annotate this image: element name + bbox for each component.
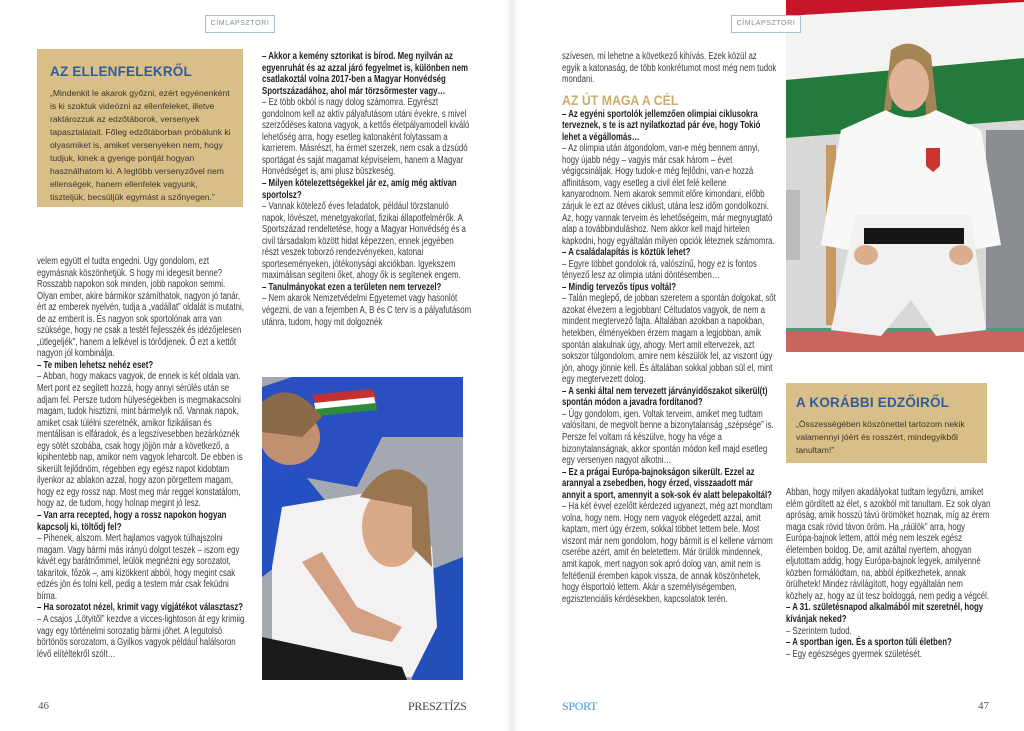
interview-answer: szívesen, mi lehetne a következő kihívás. Ezek közül az egyik a katonaság, de több konkrétumot most még nem tudok mondani. <box>562 51 777 86</box>
interview-answer: – Ha két évvel ezelőtt kérdezed ugyanezt, még azt mondtam volna, hogy nem. Hogy nem vagyok elégedett azzal, amit kaptam, mert úgy érzem, sokkal többet tettem bele. Most viszont már nem gondolom, hogy bármit is el kellene várnom cserébe azért, amit én beletettem. Már örülök mindennek, amit kapok, mert nagyon sok apró dolog van, amit nem is feltétlenül éremben kapok vissza, de annak köszönhetek, hogy élsportoló lettem. Akár a személyiségemben, egzisztenciális kérdésekben, kapcsolatok terén. <box>562 501 773 605</box>
box-quote: „Összességében köszönettel tartozom nekik valamennyi jóért és rosszért, mindegyikből tanultam!” <box>796 419 965 455</box>
interview-answer: – Szerintem tudod. <box>786 625 852 637</box>
judo-action-illustration <box>262 377 463 680</box>
magazine-brand: PRESZTÍZS <box>408 699 467 713</box>
interview-answer: – Egy egészséges gyermek születését. <box>786 648 922 660</box>
interview-answer: – Az olimpia után átgondolom, van-e még bennem annyi, hogy újabb négy – vagyis már csak három – évet végigcsináljak. Hogy tudok-e még fejlődni, van-e hozzá affinitásom, vagy esetleg a civil élet felé kellene kanyarodnom. Nem akarok semmit előre kimondani, előbb zárjuk le ezt az ötéves ciklust, utána lesz időm gondolkozni. Az, hogy vannak terveim és lehetőségeim, már megnyugtató alap a továbbinduláshoz. Nem akkor kell majd hirtelen kapkodni, hogy egyáltalán milyen opciók léteznek számomra. <box>562 143 775 247</box>
sidebar-box-coaches <box>786 383 987 463</box>
judoka-portrait-illustration <box>786 0 1024 352</box>
page-gutter <box>506 0 518 731</box>
article-column-4 <box>786 487 991 660</box>
interview-answer: – A csajos „Lötyitől” kezdve a vicces-lightoson át egy krimiig vagy egy történelmi sorozatig bármi jöhet. A legutolsó börtönös sorozatom, a Gyilkos vagyok például halálsoron lévő elítéltekről szólt… <box>37 613 245 660</box>
section-tab-left: CÍMLAPSZTORI <box>205 15 275 33</box>
section-brand: SPORT <box>562 699 598 713</box>
interview-answer: – Egyre többet gondolok rá, valószínű, hogy ez is fontos tényező lesz az olimpia utáni döntésemben… <box>562 258 757 282</box>
sidebar-box-opponents <box>37 49 243 207</box>
interview-answer: – Úgy gondolom, igen. Voltak terveim, amiket meg tudtam valósítani, de megvolt benne a bizonytalanság „szépsége” is. Persze fel voltam rá készülve, hogy ha vége a bizonytalanságnak, akkor spontán módon kell majd esetleg egy versenyen nagyot alkotni… <box>562 408 774 467</box>
judo-action-photo <box>262 377 463 680</box>
interview-question: – Te miben lehetsz nehéz eset? <box>37 359 154 371</box>
interview-answer: Abban, hogy milyen akadályokat tudtam legyőzni, amiket elém gördített az élet, s azokból mit tanultam. Ez sok olyan apróság, amik hosszú távú örömöket hoznak, míg az érem maga csak rövid távon öröm. Ha „ráülök” arra, hogy Európa-bajnok lettem, attól még nem leszek egész életemben boldog. De, amit azáltal nyertem, ahogyan eljutottam addig, hogy Európa-bajnok legyek, amilyenné közben formálódtam, na, abból építkezhetek, annak örülhetek! Mindez rávilágított, hogy egyáltalán nem közhely az, hogy az út tesz boldoggá, nem pedig a végcél. <box>786 487 991 602</box>
interview-question: – Milyen kötelezettségekkel jár ez, amíg még aktívan sportolsz? <box>262 178 457 201</box>
interview-answer: – Ez több okból is nagy dolog számomra. Egyrészt gondolnom kell az aktív pályafutásom utáni évekre, s mivel szerződéses katona vagyok, a kettős életpályamodell kiváló lehetőség arra, hogy esetleg katonaként folytassam a karrierem. Másrészt, ha érmet szerzek, nem csak a dzsúdó sportágat és saját magamat képviselem, hanem a Magyar Honvédséget is, ami plusz büszkeség. <box>262 97 470 178</box>
page-number-left: 46 <box>38 700 49 712</box>
interview-answer: – Vannak kötelező éves feladatok, például törzstanuló napok, lövészet, menetgyakorlat, fizikai állapotfelmérők. A Sportszázad rendeltetése, hogy a Magyar Honvédség és a civil társadalom között hidat képezzen, ennek jegyében részt veszek toborzó rendezvényeken, katonai sporteseményeken, jótékonysági akciókban. Igyekszem maximálisan segíteni őket, ahogy ők is segítenek engem. <box>262 201 466 282</box>
interview-question: – Ez a prágai Európa-bajnokságon sikerült. Ezzel az arannyal a zsebedben, hogy érzed, visszaadott már annyit a sport, amennyit a sok-sok év alatt belepakoltál? <box>562 466 772 501</box>
interview-answer: velem együtt el tudta engedni. Úgy gondolom, ezt egymásnak köszönhetjük. S hogy mi idegesít benne? Rosszabb napokon sok minden, jobb napokon semmi. Olyan ember, akire bármikor számíthatok, nagyon jó tanár, ért az emberek nyelvén, tudja a „vadállat” oldalát is mutatni, de az emberit is. És nagyon sok sportolónak arra van szüksége, hogy ne csak a testét fejlesszék és idézőjelesen „ütlegeljék”, hanem a lelkével is törődjenek. Ő ezt a kettőt nagyon jól kombinálja. <box>37 256 244 360</box>
interview-answer: – Pihenek, alszom. Mert hajlamos vagyok túlhajszolni magam. Vagy bármi más irányú dolgot teszek – iszom egy kávét egy barátnőmmel, leülök megnézni egy sorozatot, takarítok, főzök –, ami kizökkent abból, hogy megint csak edzés jön és tolni kell, pedig a testem már csak feküdni bírna. <box>37 533 240 602</box>
article-column-2 <box>262 51 472 328</box>
box-quote: „Mindenkit le akarok győzni, ezért egyénenként is ki szoktuk videózni az ellenfeleket, illetve raktározzuk az edzőtáborok, versenyek tapasztalatait. Főleg edzőtáborban próbálunk ki olyasmiket is, amiket versenyeken nem, hogy tudjuk, kinek a gyenge pontját hogyan használhatom ki. A legtöbb versenyzővel nem ellenségek, hanem ellenfelek vagyunk, tiszteljük, becsüljük egymást a szőnyegen.” <box>50 88 231 202</box>
interview-question: – Ha sorozatot nézel, krimit vagy vígjátékot választasz? <box>37 602 244 614</box>
section-heading: AZ ÚT MAGA A CÉL <box>562 91 679 108</box>
interview-question: – A családalapítás is köztük lehet? <box>562 247 691 259</box>
interview-question: – Az egyéni sportolók jellemzően olimpiai ciklusokra terveznek, s te is azt nyilatkoztad pár éve, hogy Tokió lehet a végállomás… <box>562 108 761 143</box>
box-title: A KORÁBBI EDZŐIRŐL <box>796 395 950 410</box>
interview-answer: – Nem akarok Nemzetvédelmi Egyetemet vagy hasonlót végezni, de van a fejemben A, B és C terv is a pályafutásom utánra, tudom, hogy mit dolgoznék <box>262 293 472 328</box>
section-tab-right: CÍMLAPSZTORI <box>731 15 801 33</box>
interview-question: – Van arra recepted, hogy a rossz napokon hogyan kapcsolj ki, töltődj fel? <box>37 510 227 533</box>
article-column-1 <box>37 256 247 660</box>
interview-answer: – Abban, hogy makacs vagyok, de ennek is két oldala van. Mert pont ez segített hozzá, hogy annyi sérülés után se adjam fel. Persze tudom hülyeségekben is megmakacsolni magam, tudok hisztizni, mint bármelyik nő. Vannak napok, amiket csak túlélni szeretnék, amikor fizikálisan és mentálisan is elfáradok, és a legszívesebben bezárkóznék egy sötét szobába, csak hogy jöjjön már a következő, a kipihentebb nap, amikor nem vagyok leharcolt. De ebben is sikerült fejlődnöm, régebben egy egész napot kidobtam ilyenkor az ablakon azzal, hogy azon pörgettem magam, hogy ez egy rossz nap. Most meg már reggel konstatálom, hogy az, de tudom, hogy holnap megint jó lesz. <box>37 371 243 510</box>
interview-question: – A 31. születésnapod alkalmából mit szeretnél, hogy kívánjak neked? <box>786 602 984 626</box>
page-number-right: 47 <box>978 700 989 712</box>
interview-question: – A senki által nem tervezett járványidőszakot sikerül(t) spontán módon a javadra fordítanod? <box>562 385 768 409</box>
cover-portrait-photo <box>786 0 1024 352</box>
interview-question: – Mindig tervezős típus voltál? <box>562 281 677 293</box>
interview-answer: – Talán meglepő, de jobban szeretem a spontán dolgokat, sőt azokat élvezem a legjobban! Céltudatos vagyok, de nem a mindent megtervező fajta. Általában azokban a napokban, hetekben, élményekben érzem magam a legjobban, amik spontán alakulnak úgy, ahogy. Mert amit eltervezek, azt sokszor túlgondolom, amire nem készülök fel, az viszont úgy jön, ahogy jönnie kell. És általában sokkal jobban sül el, mint egy megtervezett dolog. <box>562 293 776 386</box>
article-column-3 <box>562 51 776 605</box>
box-title: AZ ELLENFELEKRŐL <box>50 64 192 79</box>
interview-question: – Tanulmányokat ezen a területen nem tervezel? <box>262 281 442 293</box>
interview-question: – Akkor a kemény sztorikat is bírod. Meg nyilván az egyenruhát és az azzal járó fegyelmet is, különben nem csatlakoztál volna 2017-ben a Magyar Honvédség Sportszázadához, ahol már törzsőrmester vagy… <box>262 51 469 97</box>
interview-question: – A sportban igen. És a sporton túli életben? <box>786 637 952 649</box>
